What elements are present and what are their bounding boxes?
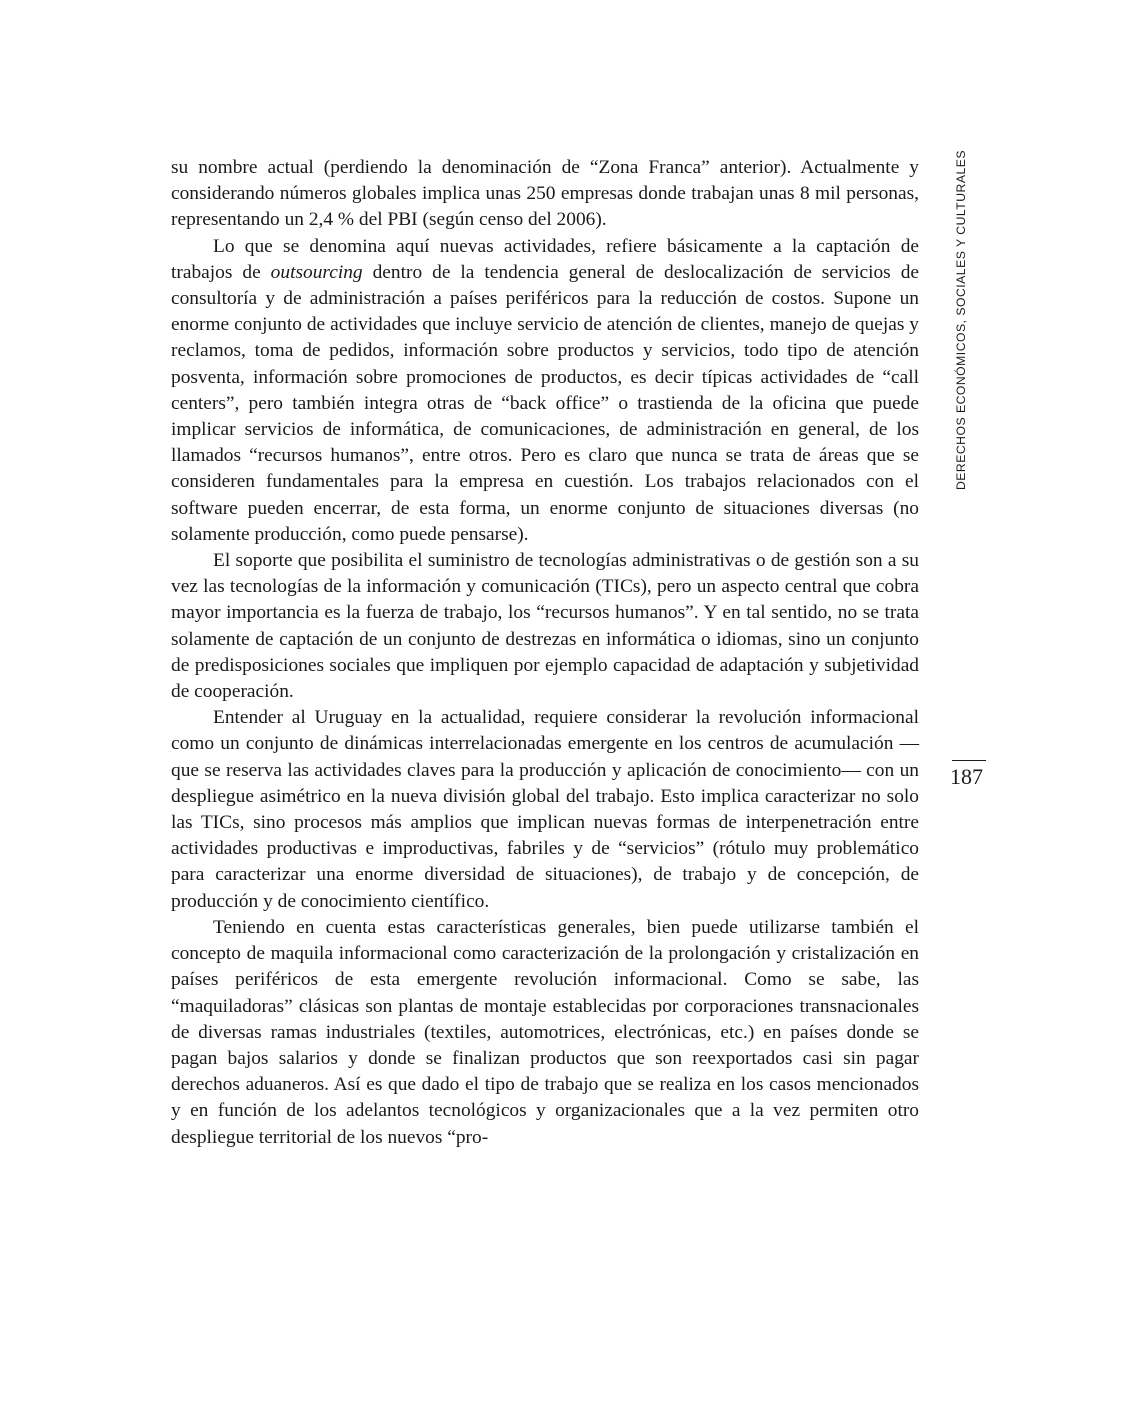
paragraph-4 bbox=[171, 705, 919, 915]
paragraph-1-text: su nombre actual (perdiendo la denominación de “Zona Franca” anterior). Actualmente y considerando números globales implica unas 250 empresas donde trabajan unas 8 mil personas, representando un 2,4 % del PBI (según censo del 2006). bbox=[171, 157, 919, 231]
paragraph-2-text-start: Lo que se denomina aquí nuevas actividades, refiere básicamente a la captación de trabajos de bbox=[171, 235, 919, 283]
paragraph-2-text-end: dentro de la tendencia general de deslocalización de servicios de consultoría y de administración a países periféricos para la reducción de costos. Supone un enorme conjunto de actividades que incluye servicio de atención de clientes, manejo de quejas y reclamos, toma de pedidos, información sobre productos y servicios, todo tipo de atención posventa, información sobre promociones de productos, es decir típicas actividades de “call centers”, pero también integra otras de “back office” o trastienda de la oficina que puede implicar servicios de informática, de comunicaciones, de administración en general, de los llamados “recursos humanos”, entre otros. Pero es claro que nunca se trata de áreas que se consideren fundamentales para la empresa en cuestión. Los trabajos relacionados con el software pueden encerrar, de esta forma, un enorme conjunto de situaciones diversas (no solamente producción, como puede pensarse). bbox=[171, 261, 920, 545]
paragraph-4-text: Entender al Uruguay en la actualidad, requiere considerar la revolución informacional como un conjunto de dinámicas interrelacionadas emergente en los centros de acumulación —que se reserva las actividades claves para la producción y aplicación de conocimiento— con un despliegue asimétrico en la nueva división global del trabajo. Esto implica caracterizar no solo las TICs, sino procesos más amplios que implican nuevas formas de interpenetración entre actividades productivas e improductivas, fabriles y de “servicios” (rótulo muy problemático para caracterizar una enorme diversidad de situaciones), de trabajo y de concepción, de producción y de conocimiento científico. bbox=[171, 707, 919, 912]
outsourcing-emphasis: outsourcing bbox=[270, 261, 363, 283]
page-number: 187 bbox=[950, 764, 983, 789]
paragraph-3-text: El soporte que posibilita el suministro de tecnologías administrativas o de gestión son a su vez las tecnologías de la información y comunicación (TICs), pero un aspecto central que cobra mayor importancia es la fuerza de trabajo, los “recursos humanos”. Y en tal sentido, no se trata solamente de captación de un conjunto de destrezas en informática o idiomas, sino un conjunto de predisposiciones sociales que impliquen por ejemplo capacidad de adaptación y subjetividad de cooperación. bbox=[171, 550, 919, 703]
paragraph-5-text: Teniendo en cuenta estas características generales, bien puede utilizarse también el concepto de maquila informacional como caracterización de la prolongación y cristalización en países periféricos de esta emergente revolución informacional. Como se sabe, las “maquiladoras” clásicas son plantas de montaje establecidas por corporaciones transnacionales de diversas ramas industriales (textiles, automotrices, electrónicas, etc.) en países donde se pagan bajos salarios y donde se finalizan productos que son reexportados casi sin pagar derechos aduaneros. Así es que dado el tipo de trabajo que se realiza en los casos mencionados y en función de los adelantos tecnológicos y organizacionales que a la vez permiten otro despliegue territorial de los nuevos “pro- bbox=[171, 916, 919, 1148]
page-number-rule bbox=[952, 760, 986, 761]
paragraph-2 bbox=[171, 234, 919, 548]
paragraph-5 bbox=[171, 915, 919, 1151]
paragraph-1 bbox=[171, 155, 919, 234]
paragraph-3 bbox=[171, 548, 919, 705]
body-text bbox=[171, 155, 919, 1151]
running-header bbox=[951, 150, 969, 490]
running-header-text: DERECHOS ECONÓMICOS, SOCIALES Y CULTURALES bbox=[954, 150, 968, 490]
